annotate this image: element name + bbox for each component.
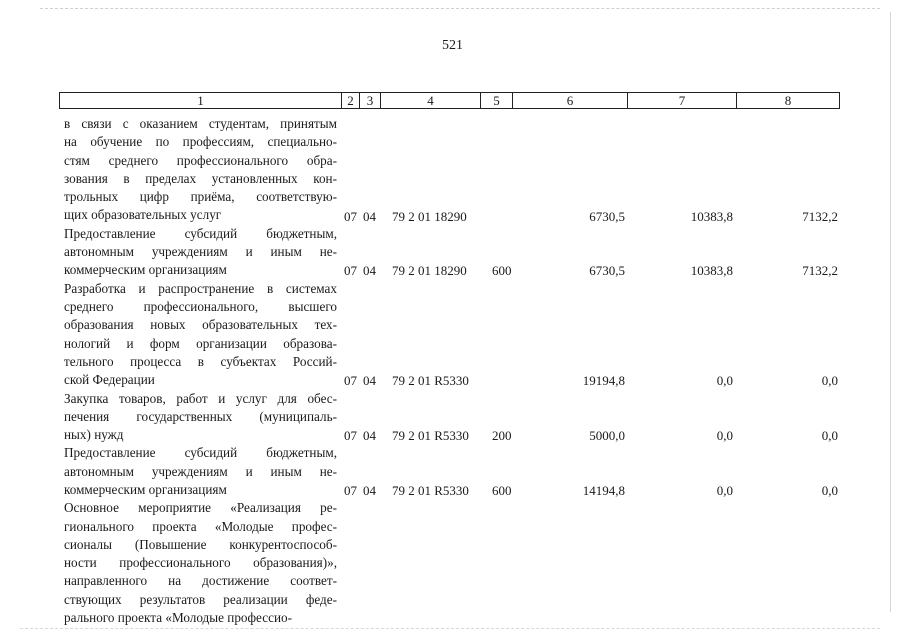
table-header <box>59 92 840 109</box>
cell-col-3: 04 <box>363 482 376 498</box>
description-line: Закупка товаров, работ и услуг для обес- <box>64 390 337 406</box>
cell-col-2: 07 <box>344 208 357 224</box>
header-col-8: 8 <box>736 93 839 108</box>
cell-col-3: 04 <box>363 373 376 389</box>
description-line: на обучение по профессиям, специально- <box>64 134 337 150</box>
cell-col-7: 10383,8 <box>690 263 733 279</box>
description-line: среднего профессионального, высшего <box>64 298 337 314</box>
cell-col-7: 0,0 <box>716 373 733 389</box>
header-col-2: 2 <box>341 93 359 108</box>
cell-col-5: 600 <box>492 263 512 279</box>
cell-col-7: 0,0 <box>716 428 733 444</box>
cell-col-6: 14194,8 <box>582 482 625 498</box>
description-line: в связи с оказанием студентам, принятым <box>64 116 337 131</box>
description-line: Предоставление субсидий бюджетным, <box>64 445 337 461</box>
cell-col-8: 7132,2 <box>802 263 838 279</box>
cell-col-8: 0,0 <box>821 482 838 498</box>
description-line: ности профессионального образования)», <box>64 555 337 571</box>
cell-col-3: 04 <box>363 208 376 224</box>
cell-col-4: 79 2 01 R5330 <box>392 482 469 498</box>
cell-col-4: 79 2 01 R5330 <box>392 428 469 444</box>
header-col-4: 4 <box>380 93 480 108</box>
description-line: ствующих результатов реализации феде- <box>64 591 337 607</box>
row-description <box>64 444 337 499</box>
description-line: нологий и форм организации образова- <box>64 335 337 351</box>
description-line: гионального проекта «Молодые профес- <box>64 518 337 534</box>
description-line: тельного процесса в субъектах Россий- <box>64 353 337 369</box>
cell-col-8: 0,0 <box>821 373 838 389</box>
cell-col-4: 79 2 01 18290 <box>392 208 467 224</box>
header-col-5: 5 <box>480 93 512 108</box>
cell-col-2: 07 <box>344 263 357 279</box>
cell-col-6: 6730,5 <box>589 263 625 279</box>
description-line: стям среднего профессионального обра- <box>64 152 337 168</box>
scan-edge-top <box>40 8 880 9</box>
description-line: рального проекта «Молодые профессио- <box>64 610 292 626</box>
description-line: направленного на достижение соответ- <box>64 573 337 589</box>
cell-col-6: 6730,5 <box>589 208 625 224</box>
description-line: ных) нужд <box>64 427 124 443</box>
description-line: коммерческим организациям <box>64 262 227 278</box>
description-line: ской Федерации <box>64 372 155 388</box>
description-line: образования новых образовательных тех- <box>64 317 337 333</box>
row-description <box>64 499 337 627</box>
description-line: щих образовательных услуг <box>64 207 222 223</box>
page-number: 521 <box>442 38 463 53</box>
description-line: зования в пределах установленных кон- <box>64 170 337 186</box>
row-description <box>64 280 337 390</box>
cell-col-4: 79 2 01 18290 <box>392 263 467 279</box>
cell-col-2: 07 <box>344 482 357 498</box>
description-line: автономным учреждениям и иным не- <box>64 463 337 479</box>
header-col-6: 6 <box>512 93 627 108</box>
cell-col-6: 19194,8 <box>582 373 625 389</box>
row-description <box>64 225 337 280</box>
description-line: печения государственных (муниципаль- <box>64 408 337 424</box>
header-col-1: 1 <box>197 93 204 108</box>
description-line: трольных цифр приёма, соответствую- <box>64 189 337 205</box>
scan-edge-right <box>890 12 891 612</box>
header-col-3: 3 <box>359 93 380 108</box>
description-line: Разработка и распространение в системах <box>64 280 337 296</box>
row-description <box>64 115 337 225</box>
description-line: Предоставление субсидий бюджетным, <box>64 225 337 241</box>
description-line: автономным учреждениям и иным не- <box>64 244 337 260</box>
description-line: сионалы (Повышение конкурентоспособ- <box>64 536 337 552</box>
cell-col-5: 200 <box>492 428 512 444</box>
cell-col-7: 0,0 <box>716 482 733 498</box>
cell-col-3: 04 <box>363 428 376 444</box>
row-description <box>64 390 337 445</box>
cell-col-5: 600 <box>492 482 512 498</box>
description-line: коммерческим организациям <box>64 481 227 497</box>
cell-col-2: 07 <box>344 428 357 444</box>
cell-col-2: 07 <box>344 373 357 389</box>
cell-col-4: 79 2 01 R5330 <box>392 373 469 389</box>
scan-edge-bottom <box>20 628 880 629</box>
cell-col-7: 10383,8 <box>690 208 733 224</box>
cell-col-3: 04 <box>363 263 376 279</box>
cell-col-8: 7132,2 <box>802 208 838 224</box>
header-col-7: 7 <box>627 93 736 108</box>
cell-col-6: 5000,0 <box>589 428 625 444</box>
description-line: Основное мероприятие «Реализация ре- <box>64 500 337 516</box>
cell-col-8: 0,0 <box>821 428 838 444</box>
